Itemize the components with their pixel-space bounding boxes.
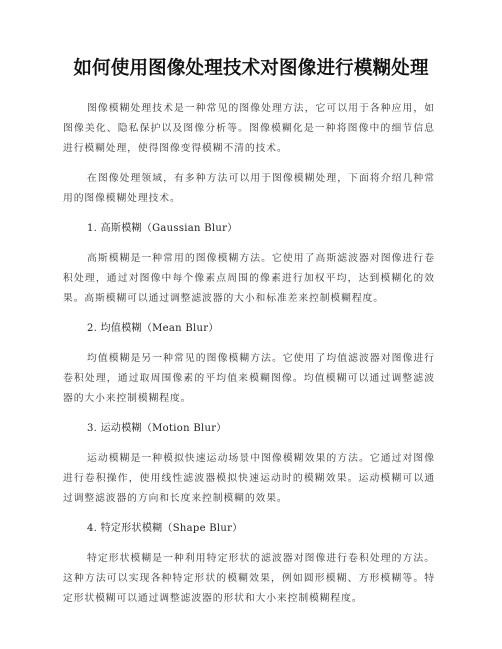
section-body-mean: 均值模糊是另一种常见的图像模糊方法。它使用了均值滤波器对图像进行卷积处理，通过取周围像素的平均值来模糊图像。均值模糊可以通过调整滤波器的大小来控制模糊程度。: [63, 353, 435, 404]
document-body: [63, 99, 435, 619]
intro-paragraph-1: 图像模糊处理技术是一种常见的图像处理方法，它可以用于各种应用，如图像美化、隐私保护以及图像分析等。图像模糊化是一种将图像中的细节信息进行模糊处理，使得图像变得模糊不清的技术。: [63, 103, 435, 154]
section-heading-shape: 4. 特定形状模糊（Shape Blur）: [87, 523, 243, 534]
intro-paragraph-2: 在图像处理领域，有多种方法可以用于图像模糊处理，下面将介绍几种常用的图像模糊处理技术。: [63, 173, 435, 204]
section-body-shape: 特定形状模糊是一种利用特定形状的滤波器对图像进行卷积处理的方法。这种方法可以实现各种特定形状的模糊效果，例如圆形模糊、方形模糊等。特定形状模糊可以通过调整滤波器的形状和大小来控制模糊程度。: [63, 553, 435, 604]
section-body-gaussian: 高斯模糊是一种常用的图像模糊方法。它使用了高斯滤波器对图像进行卷积处理，通过对图像中每个像素点周围的像素进行加权平均，达到模糊化的效果。高斯模糊可以通过调整滤波器的大小和标准差来控制模糊程度。: [63, 253, 435, 304]
section-body-motion: 运动模糊是一种模拟快速运动场景中图像模糊效果的方法。它通过对图像进行卷积操作，使用线性滤波器模拟快速运动时的模糊效果。运动模糊可以通过调整滤波器的方向和长度来控制模糊的效果。: [63, 453, 435, 504]
document-title: 如何使用图像处理技术对图像进行模糊处理: [73, 58, 429, 79]
section-heading-motion: 3. 运动模糊（Motion Blur）: [87, 423, 227, 434]
section-heading-gaussian: 1. 高斯模糊（Gaussian Blur）: [87, 223, 238, 234]
section-heading-mean: 2. 均值模糊（Mean Blur）: [87, 323, 219, 334]
